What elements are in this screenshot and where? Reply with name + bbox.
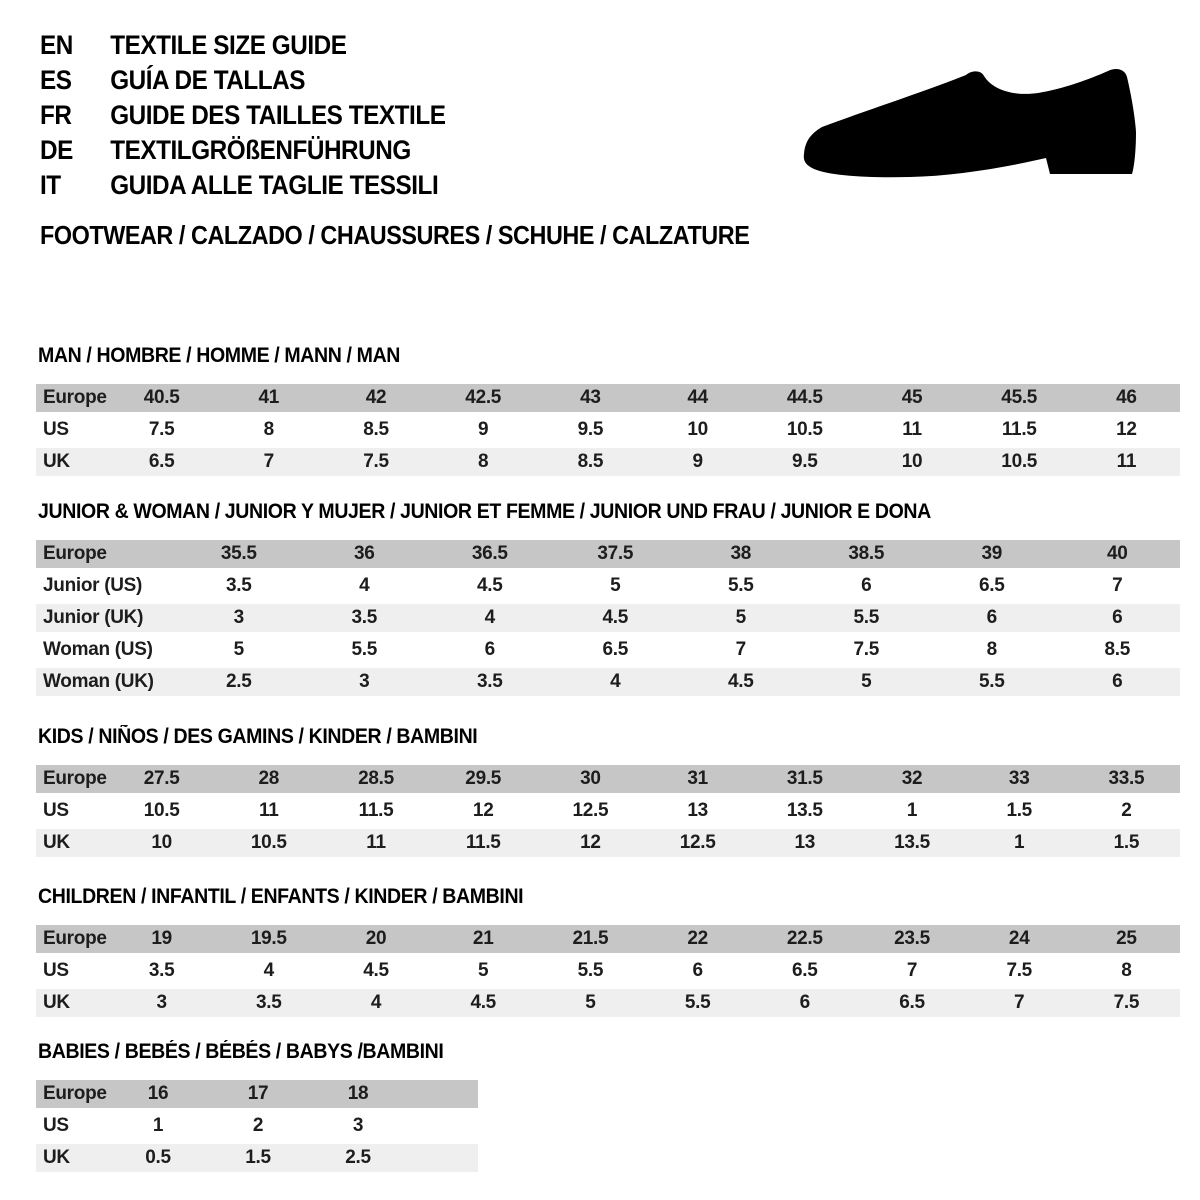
category-title: FOOTWEAR / CALZADO / CHAUSSURES / SCHUHE / CALZATURE [40,220,750,250]
row-label: Europe [43,768,107,789]
size-value: 1 [906,800,918,821]
size-value: 5 [610,575,621,596]
size-value: 17 [247,1083,269,1104]
size-value: 45 [901,387,923,408]
size-value: 9 [692,451,703,472]
size-value: 3.5 [225,575,252,596]
size-value: 5.5 [684,992,711,1013]
size-value: 7 [263,451,274,472]
size-value: 8.5 [363,419,389,440]
size-value: 4 [359,575,370,596]
size-value: 13 [687,800,708,821]
size-value: 6 [799,992,810,1013]
size-value: 6 [1112,671,1123,692]
row-label: Europe [43,543,107,564]
size-value: 11 [902,419,922,440]
table-row [36,925,1180,953]
size-value: 7.5 [363,451,389,472]
language-code: EN [40,30,73,60]
size-value: 10 [901,451,923,472]
size-value: 44 [687,387,708,408]
size-table-section-children [36,887,1180,1021]
language-title: TEXTILGRÖßENFÜHRUNG [110,135,411,165]
size-value: 5 [585,992,596,1013]
row-label: UK [43,832,70,853]
table-row [36,829,1180,857]
size-value: 8 [263,419,274,440]
table-row [36,765,1180,793]
size-value: 6.5 [978,575,1005,596]
size-value: 10 [687,419,708,440]
row-label: UK [43,1147,70,1168]
size-value: 1.5 [1006,800,1032,821]
size-value: 7.5 [853,639,879,660]
language-code: ES [40,65,72,95]
table-row [36,1080,478,1108]
row-label: UK [43,992,70,1013]
size-value: 41 [258,387,280,408]
size-value: 5 [861,671,872,692]
language-code: FR [40,100,72,130]
table-row [36,957,1180,985]
size-value: 25 [1116,928,1137,949]
size-value: 8 [1121,960,1132,981]
size-value: 10.5 [1001,451,1038,472]
table-row [36,416,1180,444]
size-value: 12 [1116,419,1137,440]
size-value: 11.5 [1001,419,1037,440]
size-value: 3 [352,1115,364,1136]
size-value: 6.5 [792,960,818,981]
table-row [36,797,1180,825]
size-value: 16 [147,1083,169,1104]
size-value: 24 [1008,928,1030,949]
size-value: 46 [1116,387,1137,408]
row-label: US [43,960,69,981]
size-value: 31.5 [786,768,823,789]
size-value: 11 [366,832,386,853]
size-value: 3.5 [148,960,175,981]
size-value: 35.5 [220,543,257,564]
size-value: 13.5 [786,800,823,821]
size-value: 6 [692,960,703,981]
size-value: 28 [258,768,280,789]
size-value: 12 [580,832,601,853]
size-value: 40.5 [143,387,180,408]
size-value: 8 [986,639,997,660]
size-value: 33.5 [1108,768,1145,789]
size-value: 37.5 [597,543,634,564]
table-row [36,604,1180,632]
size-value: 22.5 [786,928,823,949]
size-value: 10.5 [143,800,180,821]
size-value: 3.5 [476,671,503,692]
size-value: 8.5 [577,451,604,472]
size-value: 11 [259,800,279,821]
size-value: 7.5 [1113,992,1140,1013]
size-value: 9.5 [792,451,818,472]
row-label: Europe [43,1083,107,1104]
size-value: 13 [794,832,816,853]
size-value: 7 [1112,575,1123,596]
size-value: 23.5 [894,928,930,949]
row-label: US [43,1115,69,1136]
size-value: 3 [233,607,244,628]
size-value: 4.5 [476,575,503,596]
size-value: 36 [353,543,375,564]
size-value: 18 [347,1083,369,1104]
size-value: 3.5 [256,992,282,1013]
size-value: 1 [1014,832,1025,853]
size-value: 12.5 [679,832,716,853]
size-table-section-babies [36,1042,478,1176]
size-table-children [36,925,1180,1017]
row-label: Europe [43,928,107,949]
size-value: 38.5 [848,543,885,564]
table-row [36,448,1180,476]
shoe-icon [798,66,1146,186]
size-value: 11 [1116,451,1137,472]
size-value: 6 [861,575,872,596]
size-value: 38 [730,543,752,564]
row-label: Woman (US) [43,639,153,660]
size-value: 1 [152,1115,164,1136]
size-value: 1.5 [1113,832,1140,853]
size-value: 19.5 [250,928,287,949]
size-value: 1.5 [245,1147,271,1168]
table-row [36,1144,478,1172]
language-title: GUÍA DE TALLAS [110,65,306,95]
size-value: 33 [1008,768,1030,789]
size-table-section-kids [36,727,1180,861]
row-label: Europe [43,387,107,408]
size-value: 2.5 [345,1147,371,1168]
size-value: 6.5 [148,451,175,472]
size-value: 5.5 [853,607,879,628]
size-value: 36.5 [471,543,508,564]
section-title-man: MAN / HOMBRE / HOMME / MANN / MAN [38,344,401,367]
size-table-kids [36,765,1180,857]
size-value: 27.5 [143,768,180,789]
size-value: 5.5 [978,671,1005,692]
size-value: 5 [478,960,489,981]
size-value: 31 [687,768,708,789]
size-table-section-man [36,346,1180,480]
size-value: 42.5 [465,387,502,408]
size-value: 8 [478,451,489,472]
table-row [36,384,1180,412]
table-row [36,636,1180,664]
size-value: 4 [484,607,495,628]
size-table-section-junior [36,502,1180,700]
size-value: 2 [1121,800,1132,821]
language-title-list [40,28,491,203]
size-value: 6.5 [602,639,628,660]
size-table-man [36,384,1180,476]
size-value: 10.5 [250,832,287,853]
size-value: 39 [981,543,1003,564]
section-title-children: CHILDREN / INFANTIL / ENFANTS / KINDER / BAMBINI [38,885,524,908]
language-code: DE [40,135,73,165]
size-value: 40 [1106,543,1128,564]
section-title-kids: KIDS / NIÑOS / DES GAMINS / KINDER / BAMBINI [38,725,478,748]
size-value: 7.5 [1006,960,1032,981]
size-value: 11.5 [358,800,394,821]
size-value: 43 [580,387,601,408]
row-label: Woman (UK) [43,671,154,692]
row-label: UK [43,451,70,472]
row-label: US [43,800,69,821]
size-value: 11.5 [465,832,501,853]
language-row-de [40,133,445,168]
size-value: 5.5 [727,575,754,596]
size-value: 4.5 [727,671,754,692]
size-value: 4.5 [602,607,628,628]
size-value: 2 [252,1115,264,1136]
size-value: 6 [1112,607,1123,628]
size-value: 12 [472,800,494,821]
size-value: 4 [370,992,382,1013]
row-label: US [43,419,69,440]
table-row [36,989,1180,1017]
size-value: 22 [687,928,708,949]
size-value: 0.5 [145,1147,171,1168]
size-value: 5 [735,607,746,628]
size-value: 8.5 [1104,639,1130,660]
size-value: 21 [472,928,494,949]
section-title-babies: BABIES / BEBÉS / BÉBÉS / BABYS /BAMBINI [38,1040,444,1063]
size-value: 10.5 [786,419,823,440]
language-title: TEXTILE SIZE GUIDE [110,30,347,60]
row-label: Junior (UK) [43,607,144,628]
table-row [36,668,1180,696]
size-value: 19 [151,928,172,949]
size-table-junior [36,540,1180,696]
size-value: 9.5 [577,419,604,440]
size-value: 45.5 [1001,387,1038,408]
language-row-it [40,168,445,203]
size-table-babies [36,1080,478,1172]
language-title: GUIDE DES TAILLES TEXTILE [110,100,446,130]
size-value: 32 [901,768,923,789]
size-value: 4 [610,671,621,692]
size-value: 44.5 [786,387,823,408]
size-value: 7.5 [148,419,175,440]
size-value: 5.5 [351,639,377,660]
size-value: 10 [151,832,172,853]
size-value: 6 [986,607,997,628]
size-value: 5.5 [577,960,604,981]
size-value: 29.5 [465,768,502,789]
size-value: 42 [365,387,387,408]
size-value: 7 [1014,992,1025,1013]
size-value: 9 [478,419,489,440]
size-value: 4.5 [470,992,496,1013]
size-value: 21.5 [572,928,609,949]
size-value: 13.5 [894,832,930,853]
language-row-fr [40,98,445,133]
size-value: 3.5 [351,607,377,628]
size-value: 2.5 [225,671,252,692]
size-value: 7 [906,960,918,981]
size-value: 6.5 [899,992,925,1013]
size-value: 4 [263,960,274,981]
size-value: 6 [484,639,495,660]
size-value: 3 [359,671,370,692]
table-row [36,540,1180,568]
size-value: 28.5 [358,768,394,789]
size-value: 3 [156,992,167,1013]
row-label: Junior (US) [43,575,143,596]
section-title-junior: JUNIOR & WOMAN / JUNIOR Y MUJER / JUNIOR ET FEMME / JUNIOR UND FRAU / JUNIOR E DONA [38,500,931,523]
language-row-es [40,63,445,98]
size-value: 20 [365,928,387,949]
size-value: 4.5 [363,960,389,981]
language-code: IT [40,170,61,200]
language-row-en [40,28,445,63]
table-row [36,572,1180,600]
size-value: 12.5 [572,800,609,821]
size-value: 7 [735,639,746,660]
language-title: GUIDA ALLE TAGLIE TESSILI [110,170,439,200]
size-value: 30 [580,768,601,789]
table-row [36,1112,478,1140]
size-value: 5 [233,639,244,660]
